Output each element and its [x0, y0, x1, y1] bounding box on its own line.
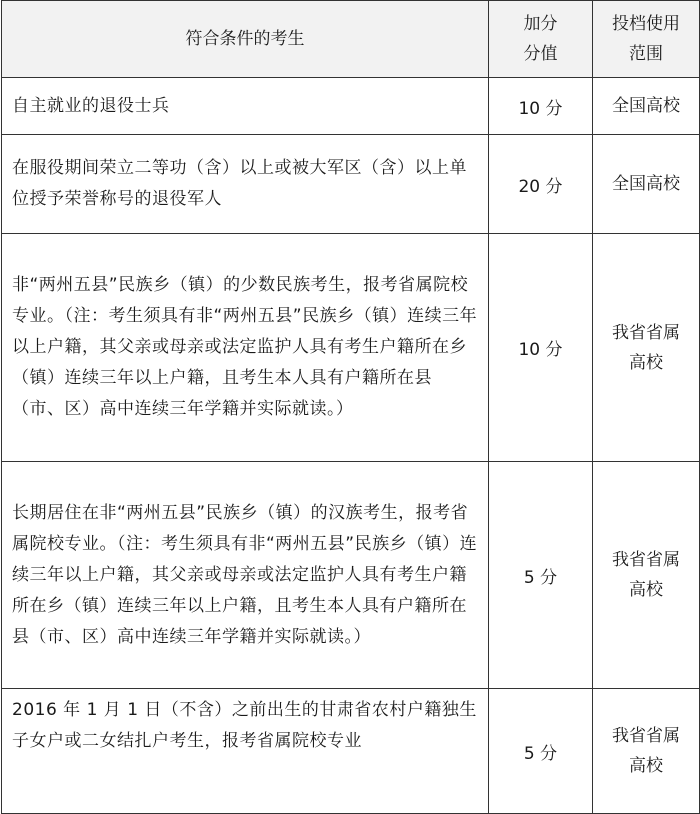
header-score-line2: 分值: [523, 44, 558, 64]
policy-table: [1, 0, 700, 814]
row-condition: 长期居住在非“两州五县”民族乡（镇）的汉族考生，报考省属院校专业。（注：考生须具有非“两州五县”民族乡（镇）连续三年以上户籍，其父亲或母亲或法定监护人具有考生户籍所在乡（镇）连续三年以上户籍，且考生本人具有户籍所在县（市、区）高中连续三年学籍并实际就读。）: [2, 462, 489, 689]
row-range-line1: 全国高校: [612, 174, 680, 194]
header-range: [593, 1, 700, 78]
row-condition: 2016 年 1 月 1 日（不含）之前出生的甘肃省农村户籍独生子女户或二女结扎户考生，报考省属院校专业: [2, 689, 489, 814]
row-score: 5 分: [489, 462, 593, 689]
row-range: [593, 462, 700, 689]
header-range-line2: 范围: [629, 44, 663, 64]
row-condition: 自主就业的退役士兵: [2, 78, 489, 135]
row-range-line1: 我省省属: [612, 726, 680, 746]
table-row: [2, 462, 700, 689]
row-range-line2: 高校: [629, 352, 663, 373]
row-range: [593, 135, 700, 234]
row-score: 10 分: [489, 78, 593, 135]
row-range-line1: 我省省属: [612, 322, 680, 343]
row-range: [593, 234, 700, 462]
table-row: [2, 135, 700, 234]
row-range-line1: 我省省属: [612, 550, 680, 570]
header-score: [489, 1, 593, 78]
header-score-line1: 加分: [523, 14, 558, 34]
row-range: [593, 78, 700, 135]
row-range-line2: 高校: [629, 580, 663, 600]
row-condition: 非“两州五县”民族乡（镇）的少数民族考生，报考省属院校专业。（注：考生须具有非“两州五县”民族乡（镇）连续三年以上户籍，其父亲或母亲或法定监护人具有考生户籍所在乡（镇）连续三年以上户籍，且考生本人具有户籍所在县（市、区）高中连续三年学籍并实际就读。）: [2, 234, 489, 462]
row-range: [593, 689, 700, 814]
row-range-line2: 高校: [629, 756, 663, 776]
row-range-line1: 全国高校: [612, 96, 680, 116]
table-row: [2, 689, 700, 814]
table-row: [2, 234, 700, 462]
header-range-line1: 投档使用: [612, 14, 680, 34]
row-score: 10 分: [489, 234, 593, 462]
header-condition: 符合条件的考生: [2, 1, 489, 78]
row-score: 5 分: [489, 689, 593, 814]
row-score: 20 分: [489, 135, 593, 234]
table-header-row: [2, 1, 700, 78]
row-condition: 在服役期间荣立二等功（含）以上或被大军区（含）以上单位授予荣誉称号的退役军人: [2, 135, 489, 234]
table-row: [2, 78, 700, 135]
